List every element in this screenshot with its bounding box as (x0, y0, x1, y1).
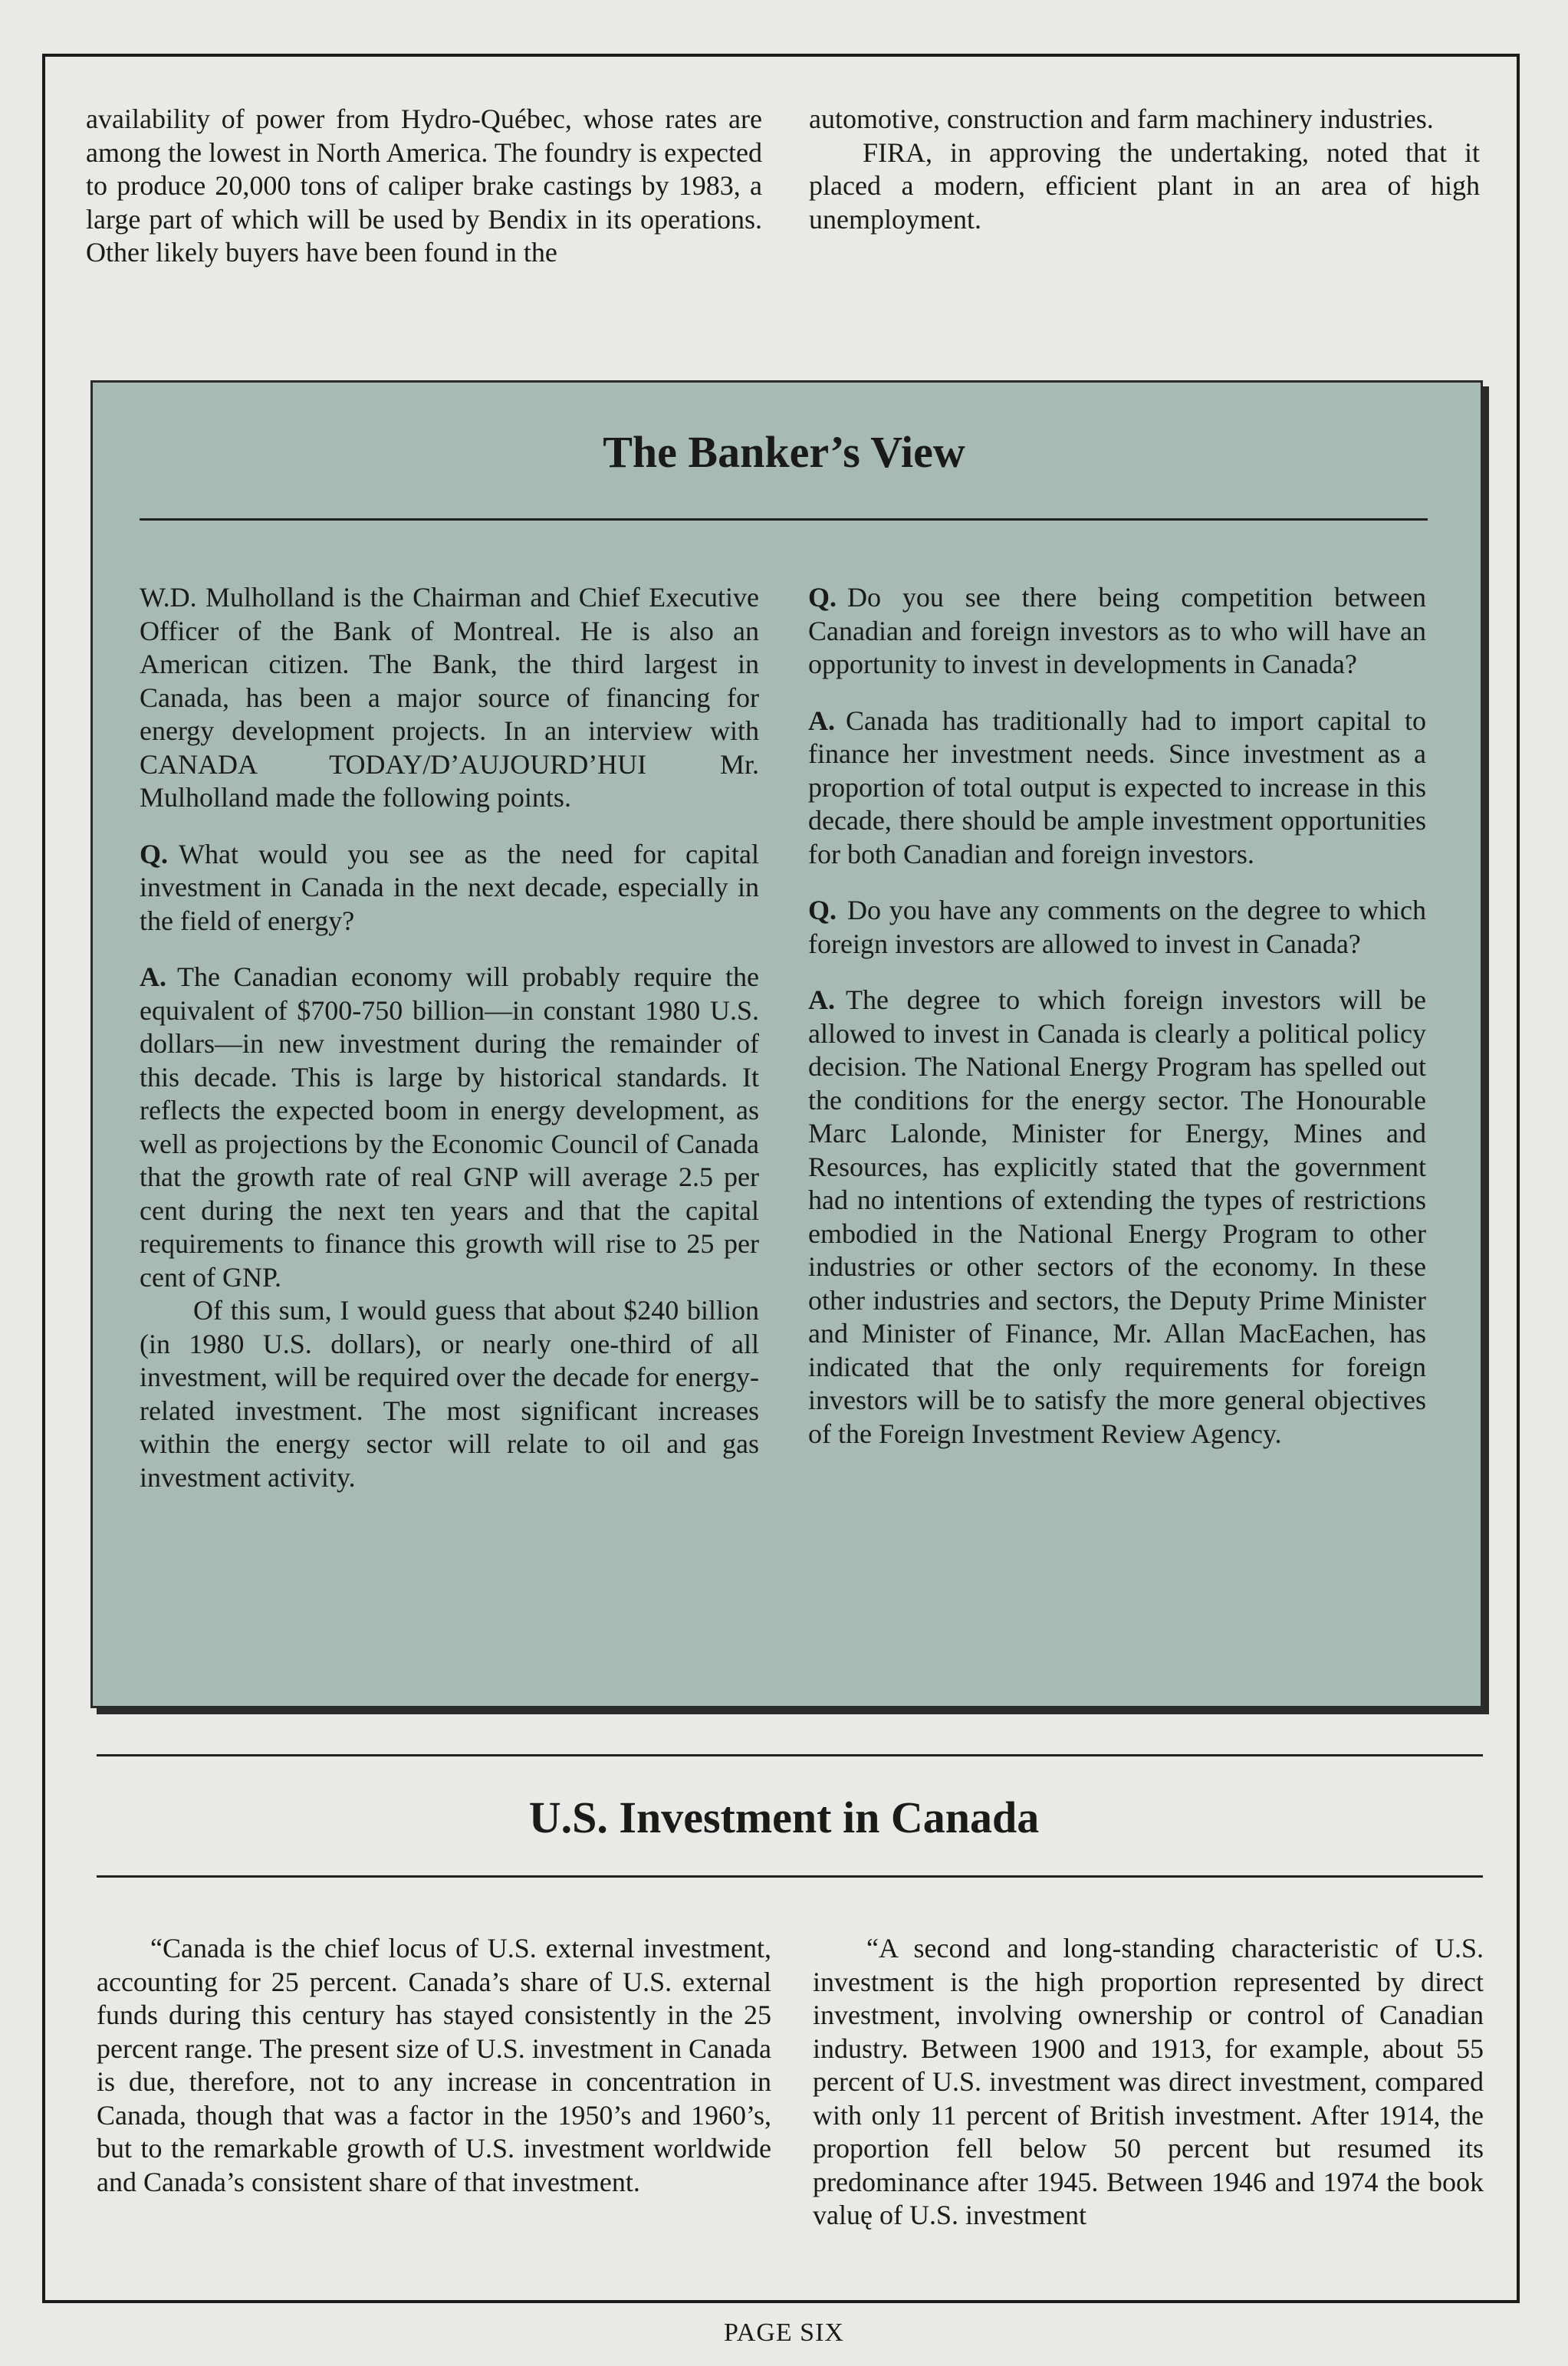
question-2 (808, 581, 1426, 682)
question-text: What would you see as the need for capital investment in Canada in the next decade, especially in the field of energy? (140, 838, 759, 936)
intro-left-column (86, 103, 762, 270)
answer-1 (140, 961, 759, 1294)
intro-paragraph: availability of power from Hydro-Québec, whose rates are among the lowest in North America. The foundry is expected to produce 20,000 tons of caliper brake castings by 1983, a large part of which will be used by Bendix in its operations. Other likely buyers have been found in the (86, 104, 762, 268)
banker-view-title: The Banker’s View (603, 427, 965, 477)
a-label: A. (140, 961, 166, 992)
banker-title-rule (140, 518, 1428, 521)
a-label: A. (808, 984, 835, 1015)
us-section-top-rule (97, 1754, 1483, 1756)
answer-2 (808, 705, 1426, 872)
us-investment-right-column (813, 1932, 1484, 2233)
answer-text: Canada has traditionally had to import capital to finance her investment needs. Since investment as a proportion of total output is expected to increase in this decade, there should be ample investment opportunities for both Canadian and foreign investors. (808, 705, 1426, 869)
us-investment-paragraph: “A second and long-standing characteristic of U.S. investment is the high proportion represented by direct investment, involving ownership or control of Canadian industry. Between 1900 and 1913, for example, about 55 percent of U.S. investment was direct investment, compared with only 11 percent of British investment. After 1914, the proportion fell below 50 percent but resumed its predominance after 1945. Between 1946 and 1974 the book valuę of U.S. investment (813, 1933, 1484, 2230)
intro-paragraph: FIRA, in approving the undertaking, noted that it placed a modern, efficient plant in an area of high unemployment. (809, 136, 1480, 235)
us-investment-title: U.S. Investment in Canada (528, 1793, 1040, 1842)
banker-right-column (808, 581, 1426, 1451)
us-investment-paragraph: “Canada is the chief locus of U.S. external investment, accounting for 25 percent. Canada’s share of U.S. external funds during this century has stayed consistently in the 25 percent range. The present size of U.S. investment in Canada is due, therefore, not to any increase in concentration in Canada, though that was a factor in the 1950’s and 1960’s, but to the remarkable growth of U.S. investment worldwide and Canada’s consistent share of that investment. (97, 1933, 771, 2197)
a-label: A. (808, 705, 835, 736)
question-1 (140, 838, 759, 938)
banker-intro: W.D. Mulholland is the Chairman and Chief Executive Officer of the Bank of Montreal. He is also an American citizen. The Bank, the third largest in Canada, has been a major source of financing for energy development projects. In an interview with CANADA TODAY/D’AUJOURD’HUI Mr. Mulholland made the following points. (140, 582, 759, 813)
q-label: Q. (808, 582, 837, 613)
answer-3 (808, 984, 1426, 1451)
banker-left-column (140, 581, 759, 1494)
page-number: PAGE SIX (724, 2318, 844, 2347)
answer-1-continued: Of this sum, I would guess that about $240 billion (in 1980 U.S. dollars), or nearly one-third of all investment, will be required over the decade for energy-related investment. The most significant increases within the energy sector will relate to oil and gas investment activity. (140, 1295, 760, 1493)
answer-text: The degree to which foreign investors will be allowed to invest in Canada is clearly a political policy decision. The National Energy Program has spelled out the conditions for the energy sector. The Honourable Marc Lalonde, Minister for Energy, Mines and Resources, has explicitly stated that the government had no intentions of extending the types of restrictions embodied in the National Energy Program to other industries or other sectors of the economy. In these other industries and sectors, the Deputy Prime Minister and Minister of Finance, Mr. Allan MacEachen, has indicated that the only requirements for foreign investors will be to satisfy the more general objectives of the Foreign Investment Review Agency. (808, 984, 1426, 1449)
intro-paragraph: automotive, construction and farm machinery industries. (809, 104, 1434, 134)
q-label: Q. (140, 838, 169, 869)
question-text: Do you have any comments on the degree to which foreign investors are allowed to invest in Canada? (808, 895, 1426, 959)
question-text: Do you see there being competition between Canadian and foreign investors as to who will have an opportunity to invest in developments in Canada? (808, 582, 1426, 679)
answer-text: The Canadian economy will probably require the equivalent of $700-750 billion—in constant 1980 U.S. dollars—in new investment during the remainder of this decade. This is large by historical standards. It reflects the expected boom in energy development, as well as projections by the Economic Council of Canada that the growth rate of real GNP will average 2.5 per cent during the next ten years and that the capital requirements to finance this growth will rise to 25 per cent of GNP. (140, 961, 759, 1293)
us-investment-left-column (97, 1932, 771, 2199)
q-label: Q. (808, 895, 837, 925)
intro-right-column (809, 103, 1480, 236)
us-section-bottom-rule (97, 1875, 1483, 1878)
question-3 (808, 894, 1426, 961)
